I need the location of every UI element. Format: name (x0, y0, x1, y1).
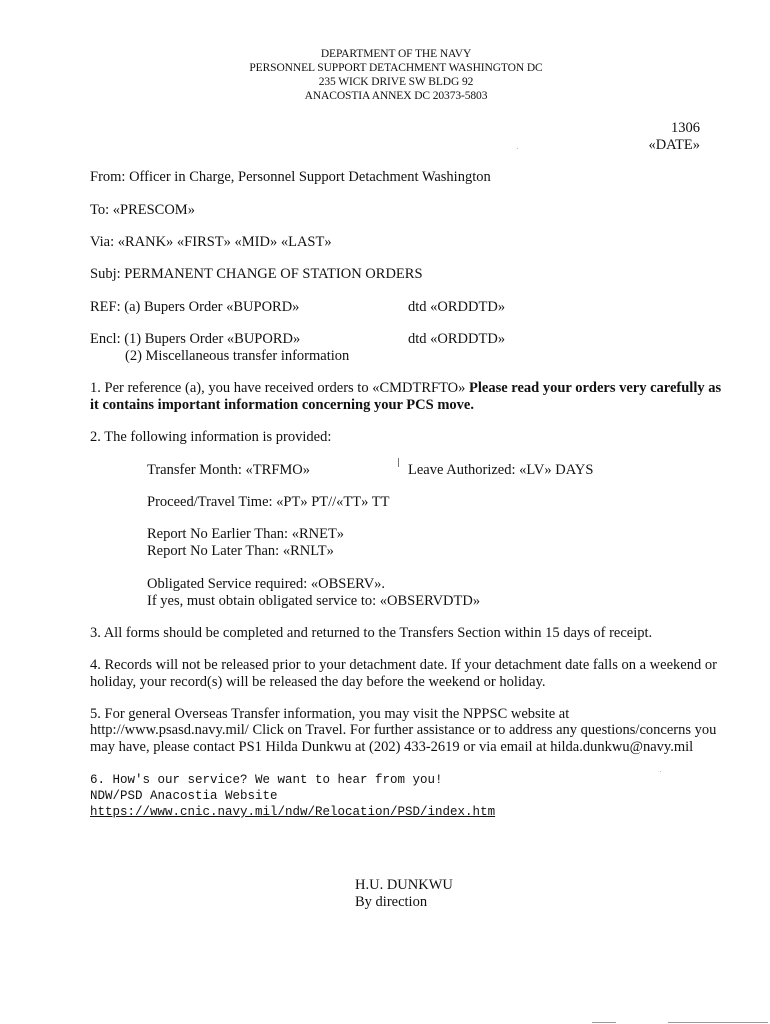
leave-authorized: Leave Authorized: «LV» DAYS (408, 462, 594, 478)
letterhead-line-3: 235 WICK DRIVE SW BLDG 92 (318, 76, 474, 88)
transfer-month: Transfer Month: «TRFMO» (147, 462, 311, 478)
paragraph-6-line-2: NDW/PSD Anacostia Website (90, 789, 278, 803)
proceed-travel-time: Proceed/Travel Time: «PT» PT//«TT» TT (147, 494, 390, 510)
signature-name: H.U. DUNKWU (355, 877, 453, 893)
paragraph-1-emphasis: Please read your orders very carefully as (469, 380, 722, 396)
obligated-service-date: If yes, must obtain obligated service to: «OBSERVDTD» (147, 593, 481, 609)
paragraph-4-line-2: holiday, your record(s) will be released the day before the weekend or holiday. (90, 674, 546, 690)
subject-line: Subj: PERMANENT CHANGE OF STATION ORDERS (90, 266, 423, 282)
paragraph-1-text: 1. Per reference (a), you have received orders to «CMDTRFTO» (90, 380, 470, 396)
paragraph-1-line-1 (90, 380, 721, 397)
signature-title: By direction (355, 894, 428, 910)
scan-speck (660, 771, 661, 772)
letter-date: «DATE» (648, 137, 700, 153)
from-line: From: Officer in Charge, Personnel Support Detachment Washington (90, 169, 491, 185)
report-no-earlier: Report No Earlier Than: «RNET» (147, 526, 345, 542)
letterhead-line-2: PERSONNEL SUPPORT DETACHMENT WASHINGTON DC (249, 62, 543, 74)
paragraph-1-emphasis-2: it contains important information concerning your PCS move. (90, 397, 474, 413)
scan-speck (517, 148, 518, 149)
to-line: To: «PRESCOM» (90, 202, 195, 218)
paragraph-5-line-2: http://www.psasd.navy.mil/ Click on Travel. For further assistance or to address any questions/concerns you (90, 722, 717, 738)
enclosure-line-2: (2) Miscellaneous transfer information (125, 348, 350, 364)
obligated-service: Obligated Service required: «OBSERV». (147, 576, 386, 592)
report-no-later: Report No Later Than: «RNLT» (147, 543, 334, 559)
psd-website-link[interactable]: https://www.cnic.navy.mil/ndw/Relocation/PSD/index.htm (90, 805, 496, 819)
paragraph-3: 3. All forms should be completed and returned to the Transfers Section within 15 days of receipt. (90, 625, 653, 641)
letterhead (0, 47, 770, 103)
paragraph-5-line-3: may have, please contact PS1 Hilda Dunkwu at (202) 433-2619 or via email at hilda.dunkwu@navy.mil (90, 739, 694, 755)
enclosure-date: dtd «ORDDTD» (408, 331, 506, 347)
ssic-code: 1306 (671, 120, 700, 136)
scan-mark (398, 458, 399, 467)
scan-edge-mark (592, 1022, 616, 1023)
scan-edge-mark (668, 1022, 768, 1023)
paragraph-6-line-1: 6. How's our service? We want to hear from you! (90, 773, 443, 787)
reference-date: dtd «ORDDTD» (408, 299, 506, 315)
enclosure-line-1: Encl: (1) Bupers Order «BUPORD» (90, 331, 301, 347)
letterhead-line-4: ANACOSTIA ANNEX DC 20373-5803 (304, 90, 488, 102)
reference-line: REF: (a) Bupers Order «BUPORD» (90, 299, 300, 315)
paragraph-1-line-2 (90, 397, 474, 414)
paragraph-4-line-1: 4. Records will not be released prior to your detachment date. If your detachment date falls on a weekend or (90, 657, 717, 673)
paragraph-2: 2. The following information is provided: (90, 429, 332, 445)
paragraph-5-line-1: 5. For general Overseas Transfer information, you may visit the NPPSC website at (90, 706, 570, 722)
via-line: Via: «RANK» «FIRST» «MID» «LAST» (90, 234, 332, 250)
letterhead-line-1: DEPARTMENT OF THE NAVY (320, 48, 472, 60)
